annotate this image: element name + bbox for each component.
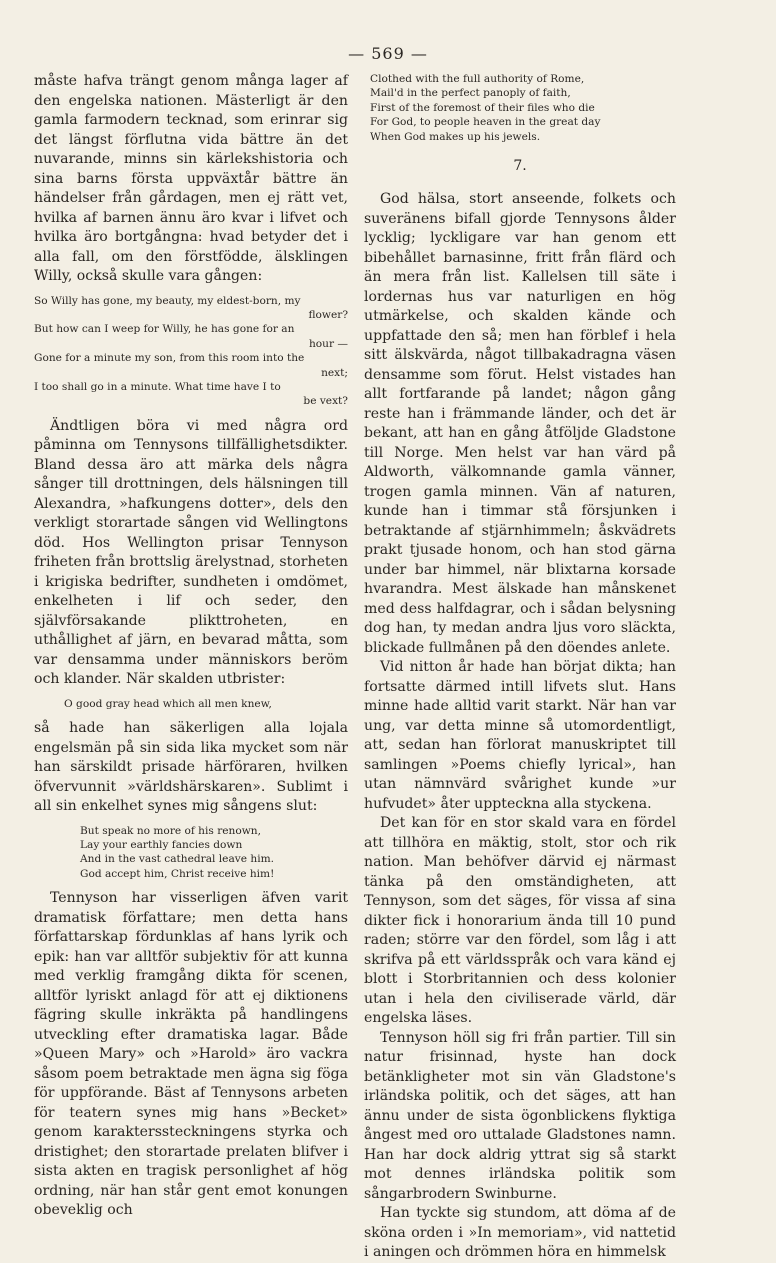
poem-quote-becket [370, 72, 676, 144]
paragraph: måste hafva trängt genom många lager af den engelska nationen. Mästerligt är den gamla farmodern tecknad, som erinrar sig det längst förflutna vida bättre än det nuvarande, minns sin kärlekshistoria och sina barns första uppväxtår bättre än händelser från gårdagen, men ej rätt vet, hvilka af barnen ännu äro kvar i lifvet och hvilka äro bortgångna: hvad betyder det i alla fall, om den förstfödde, älsklingen Willy, också skulle vara gången: [34, 73, 348, 284]
paragraph: Tennyson har visserligen äfven varit dramatisk författare; men detta hans författarskap fördunklas af hans lyrik och epik: han var alltför subjektiv för att kunna med verklig framgång dikta för scenen, alltför lyriskt anlagd för att ej diktionens fägring skulle inkräkta på handlingens utveckling efter dramatiska lagar. Både »Queen Mary» och »Harold» äro vackra såsom poem betraktade men ägna sig föga för uppförande. Bäst af Tennysons arbeten för teatern synes mig hans »Becket» genom karakterssteckningens styrka och dristighet; den storartade prelaten blifver i sista akten en tragisk personlighet af hög ordning, när han står gent emot konungen obeveklig och [34, 890, 348, 1219]
poem-line-text: I too shall go in a minute. What time have I to [34, 380, 281, 393]
poem-line-wrap: hour — [308, 337, 348, 350]
poem-line-wrap: flower? [308, 308, 348, 321]
poem-line [34, 380, 348, 409]
section-number: 7. [513, 158, 527, 175]
paragraph: Ändtligen böra vi med några ord påminna om Tennysons tillfällighetsdikter. Bland dessa äro att märka dels några sånger till drottningen, dels hälsningen till Alexandra, »hafkungens dotter», dels den verkligt storartade sången vid Wellingtons död. Hos Wellington prisar Tennyson friheten från brottslig ärelystnad, storheten i krigiska bedrifter, sundheten i omdömet, enkelheten i lif och seder, den självförsakande plikttroheten, en uthållighet af järn, en bevarad måtta, som var densamma under människors beröm och klander. När skalden utbrister: [34, 417, 348, 688]
paragraph: Det kan för en stor skald vara en fördel att tillhöra en mäktig, stolt, stor och rik nation. Man behöfver därvid ej närmast tänka på den omständigheten, att Tennyson, som det säges, för vissa af sina dikter fick i honorarium ända till 10 pund raden; större var den fördel, som låg i att skrifva på ett världsspråk och vara känd ej blott i Storbritannien och dess kolonier utan i hela den civiliserade värld, där engelska läses. [364, 815, 676, 1027]
poem-line: When God makes up his jewels. [370, 130, 541, 143]
paragraph: God hälsa, stort anseende, folkets och suveränens bifall gjorde Tennysons ålder lycklig; lyckligare var han genom ett bibehållet barnasinne, fritt från flärd och än mera från list. Kallelsen till säte i lordernas hus var naturligen en hög utmärkelse, och skalden kände och uppfattade den så; men han förblef i hela sitt älskvärda, något tillbakadragna väsen densamme som förut. Helst vistades han allt fortfarande på landet; någon gång reste han i främmande länder, och det är bekant, att han en gång åtföljde Gladstone till Norge. Men helst var han värd på Aldworth, välkomnande gamla vänner, trogen gamla minnen. Vän af naturen, kunde han i timmar stå försjunken i betraktande af stjärnhimmeln; åskvädrets prakt tjusade honom, och han stod gärna under bar himmel, när blixtarna korsade hvarandra. Mest älskade han månskenet med dess halfdagrar, och i sådan belysning dog han, ty medan andra ljus voro släckta, blickade fullmånen på den döendes anlete. [364, 191, 676, 656]
poem-line: Lay your earthly fancies down [80, 839, 243, 852]
poem-quote-wellington [34, 697, 348, 711]
poem-line: O good gray head which all men knew, [64, 697, 272, 710]
poem-line: Mail'd in the perfect panoply of faith, [370, 87, 571, 100]
poem-line-wrap: next; [321, 366, 348, 379]
poem-line-wrap: be vext? [303, 395, 348, 408]
poem-line [34, 294, 348, 323]
paragraph: Han tyckte sig stundom, att döma af de sköna orden i »In memoriam», vid nattetid i aningen och drömmen höra en himmelsk [364, 1205, 676, 1261]
poem-line: Clothed with the full authority of Rome, [370, 73, 585, 85]
left-column [34, 72, 348, 1221]
poem-line: And in the vast cathedral leave him. [80, 853, 275, 866]
poem-line [34, 351, 348, 380]
right-column [364, 72, 676, 1263]
page-number: — 569 — [348, 44, 428, 63]
poem-line: But speak no more of his renown, [80, 824, 261, 837]
paragraph: så hade han säkerligen alla lojala engelsmän på sin sida lika mycket som när han särskildt prisade härföraren, hvilken öfvervunnit »världshärskaren». Sublimt i all sin enkelhet synes mig sångens slut: [34, 720, 348, 815]
poem-quote-ending [34, 824, 348, 882]
poem-line-text: Gone for a minute my son, from this room into the [34, 352, 305, 365]
poem-line-text: But how can I weep for Willy, he has gone for an [34, 323, 295, 336]
poem-quote-willy [34, 294, 348, 409]
poem-line-text: So Willy has gone, my beauty, my eldest-born, my [34, 294, 301, 307]
paragraph: Tennyson höll sig fri från partier. Till sin natur frisinnad, hyste han dock betänkligheter mot sin vän Gladstone's irländska politik, och det säges, att han ännu under de sista ögonblickens flyktiga ångest med oro uttalade Gladstones namn. Han har dock aldrig yttrat sig så starkt mot dennes irländska politik som sångarbrodern Swinburne. [364, 1029, 676, 1202]
poem-line: First of the foremost of their files who die [370, 101, 595, 114]
poem-line: For God, to people heaven in the great day [370, 116, 601, 129]
poem-line: God accept him, Christ receive him! [80, 867, 275, 880]
poem-line [34, 322, 348, 351]
paragraph: Vid nitton år hade han börjat dikta; han fortsatte därmed intill lifvets slut. Hans minne hade alltid varit starkt. När han var ung, var detta minne så utomordentligt, att, sedan han förlorat manuskriptet till samlingen »Poems chiefly lyrical», han utan nämnvärd svårighet kunde »ur hufvudet» åter uppteckna alla styckena. [364, 659, 676, 812]
